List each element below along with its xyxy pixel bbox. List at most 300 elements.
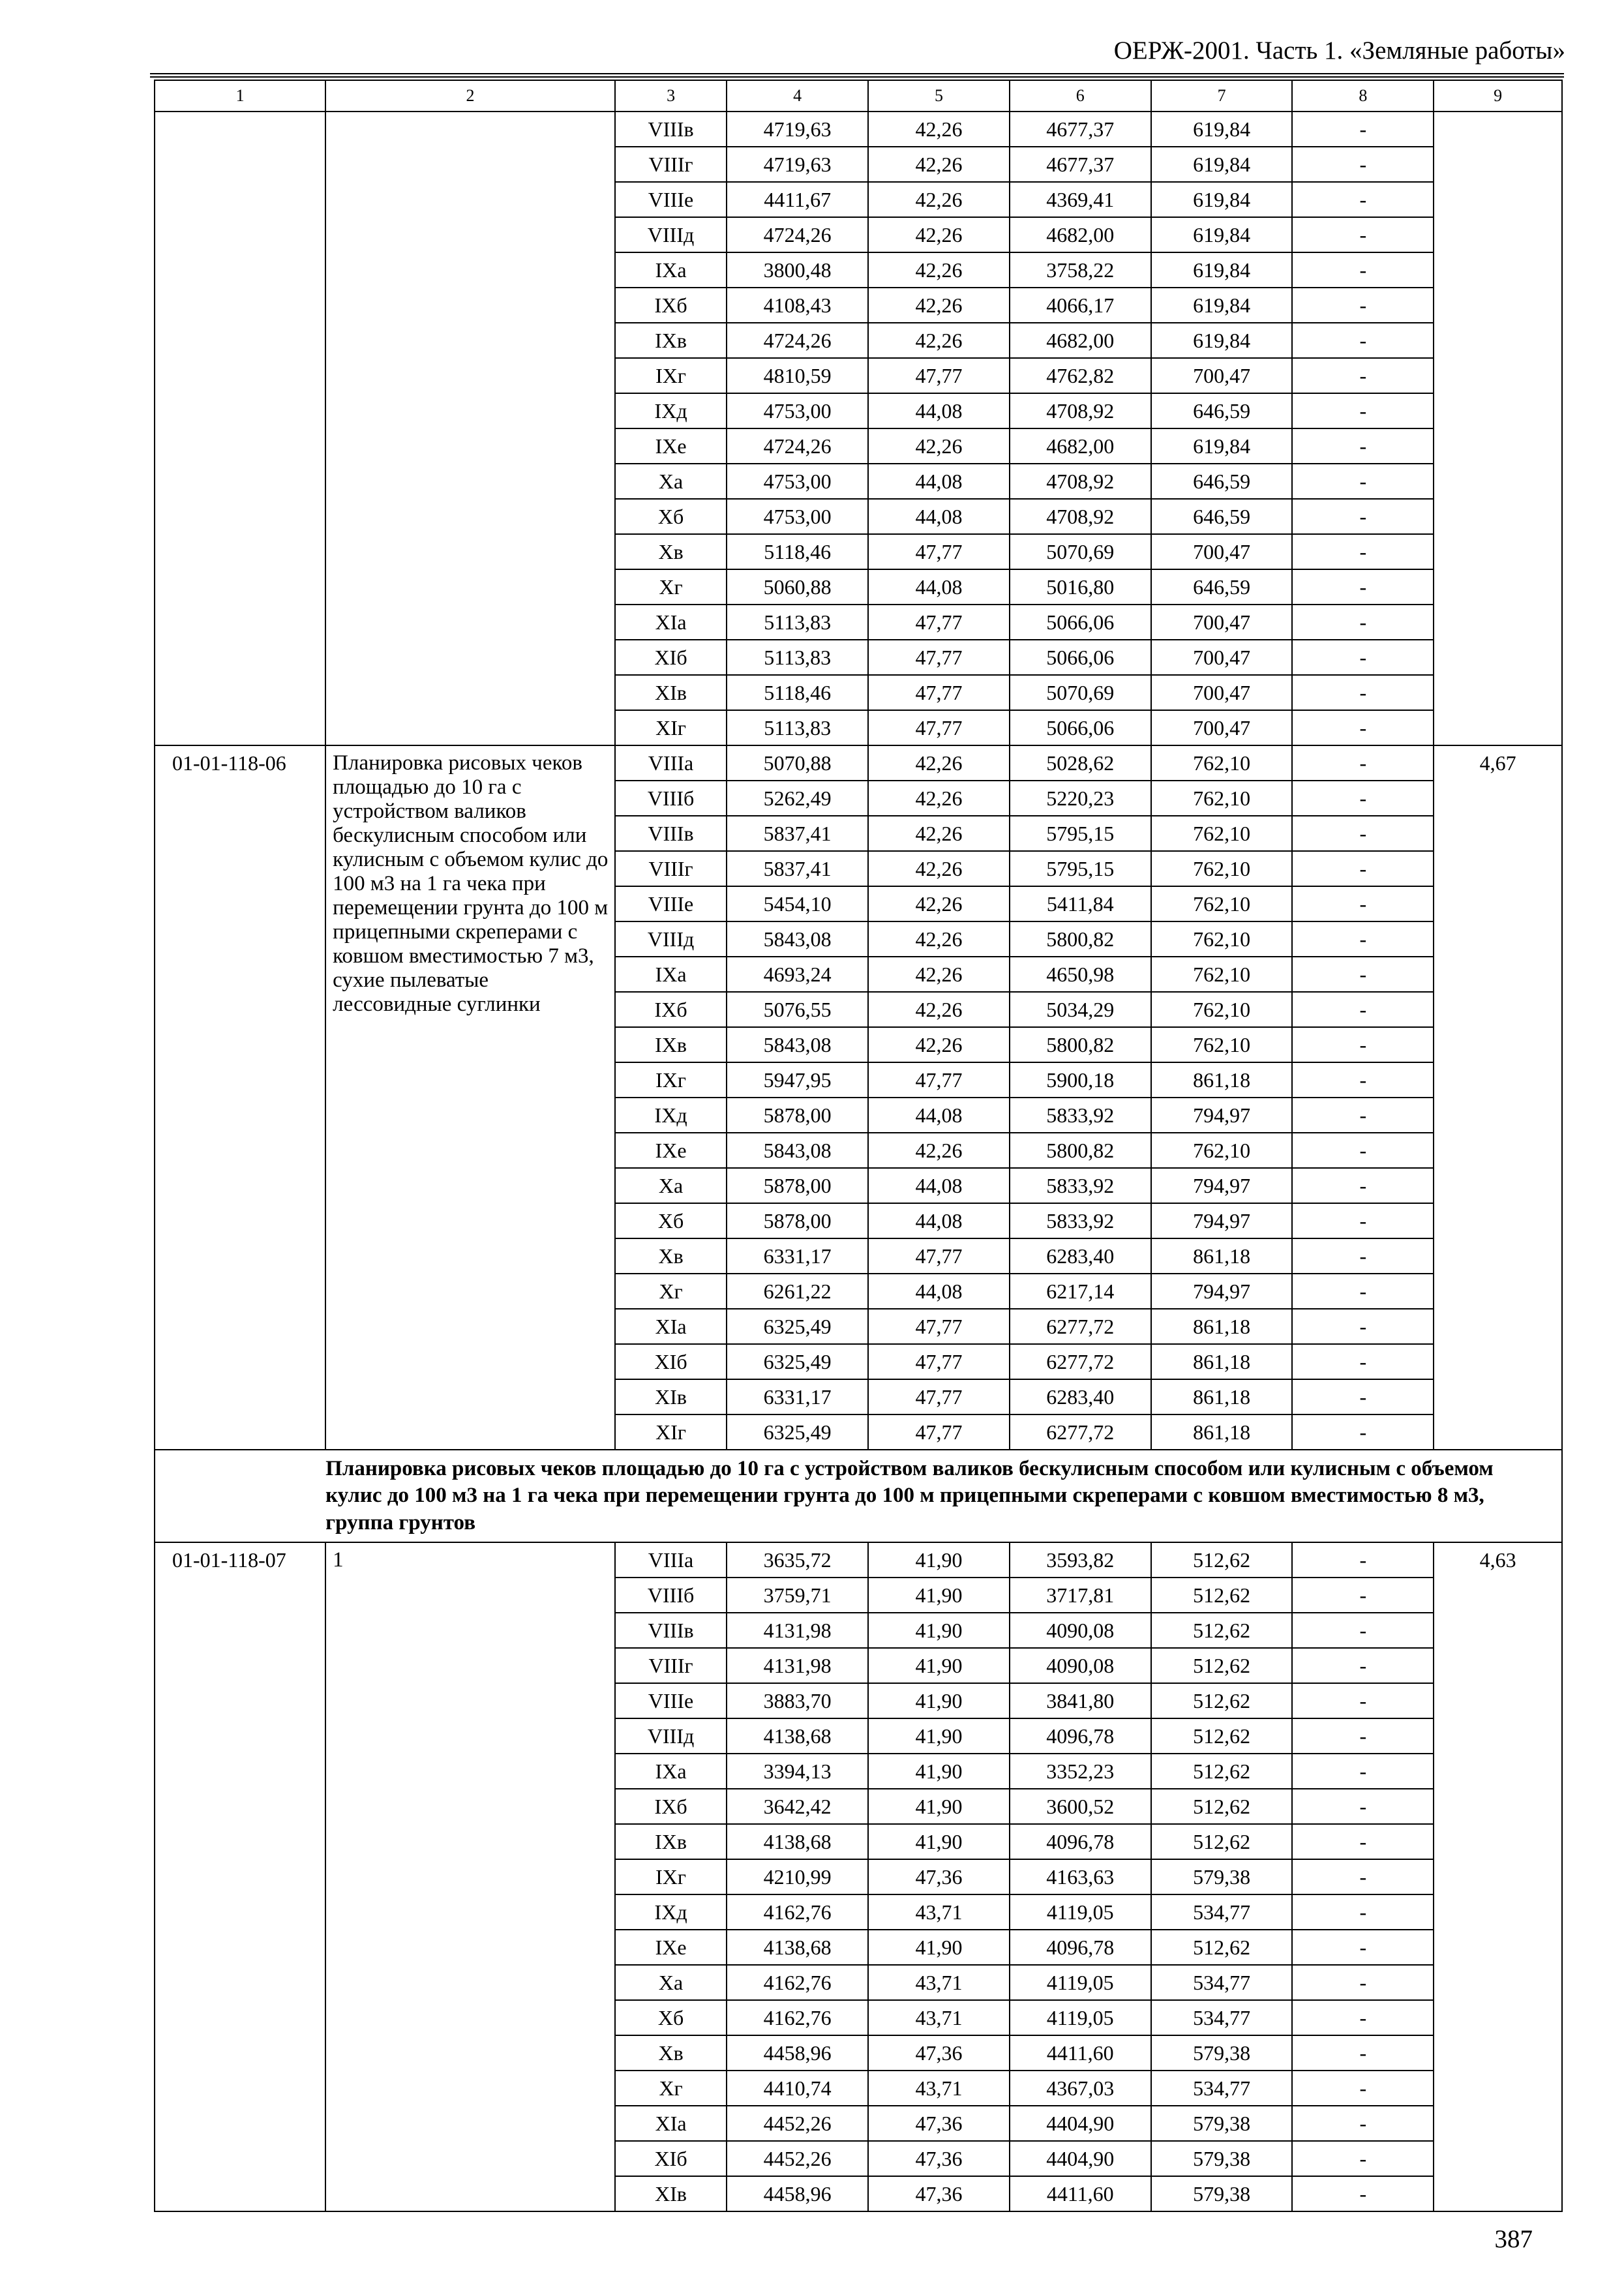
- machinist-wages-cell: 512,62: [1151, 1578, 1293, 1613]
- machinist-wages-cell: 534,77: [1151, 2071, 1293, 2106]
- machinist-wages-cell: 646,59: [1151, 569, 1293, 605]
- materials-cost-cell: -: [1292, 217, 1434, 252]
- materials-cost-cell: -: [1292, 499, 1434, 534]
- wages-cell: 47,77: [868, 605, 1010, 640]
- materials-cost-cell: -: [1292, 1027, 1434, 1062]
- machine-cost-cell: 4762,82: [1010, 358, 1151, 393]
- wages-cell: 47,36: [868, 1859, 1010, 1894]
- total-cost-cell: 4724,26: [727, 428, 868, 464]
- machine-cost-cell: 4708,92: [1010, 464, 1151, 499]
- wages-cell: 41,90: [868, 1718, 1010, 1754]
- machine-cost-cell: 4708,92: [1010, 499, 1151, 534]
- soil-class-cell: Xг: [615, 1274, 727, 1309]
- soil-class-cell: Xв: [615, 2035, 727, 2071]
- machinist-wages-cell: 762,10: [1151, 957, 1293, 992]
- materials-cost-cell: -: [1292, 781, 1434, 816]
- materials-cost-cell: -: [1292, 1578, 1434, 1613]
- soil-class-cell: XIа: [615, 1309, 727, 1344]
- soil-class-cell: VIIIб: [615, 781, 727, 816]
- materials-cost-cell: -: [1292, 1683, 1434, 1718]
- soil-class-cell: IXа: [615, 252, 727, 288]
- total-cost-cell: 5837,41: [727, 851, 868, 886]
- wages-cell: 44,08: [868, 1098, 1010, 1133]
- total-cost-cell: 3394,13: [727, 1754, 868, 1789]
- machine-cost-cell: 3717,81: [1010, 1578, 1151, 1613]
- wages-cell: 42,26: [868, 816, 1010, 851]
- materials-cost-cell: -: [1292, 1613, 1434, 1648]
- rate-code: 01-01-118-06: [155, 745, 325, 1450]
- total-cost-cell: 3642,42: [727, 1789, 868, 1824]
- machinist-wages-cell: 762,10: [1151, 992, 1293, 1027]
- machinist-wages-cell: 619,84: [1151, 323, 1293, 358]
- machinist-wages-cell: 646,59: [1151, 393, 1293, 428]
- machinist-wages-cell: 534,77: [1151, 1894, 1293, 1930]
- machine-cost-cell: 5070,69: [1010, 675, 1151, 710]
- machinist-wages-cell: 619,84: [1151, 252, 1293, 288]
- total-cost-cell: 3759,71: [727, 1578, 868, 1613]
- total-cost-cell: 5843,08: [727, 921, 868, 957]
- materials-cost-cell: -: [1292, 464, 1434, 499]
- total-cost-cell: 4162,76: [727, 1965, 868, 2000]
- soil-class-cell: Xа: [615, 1965, 727, 2000]
- wages-cell: 47,77: [868, 534, 1010, 569]
- soil-class-cell: Xа: [615, 464, 727, 499]
- total-cost-cell: 4724,26: [727, 323, 868, 358]
- soil-class-cell: XIг: [615, 710, 727, 745]
- soil-class-cell: IXг: [615, 358, 727, 393]
- wages-cell: 42,26: [868, 781, 1010, 816]
- machine-cost-cell: 6277,72: [1010, 1344, 1151, 1379]
- machinist-wages-cell: 861,18: [1151, 1414, 1293, 1450]
- wages-cell: 42,26: [868, 992, 1010, 1027]
- machine-cost-cell: 4096,78: [1010, 1824, 1151, 1859]
- wages-cell: 44,08: [868, 464, 1010, 499]
- rate-description: [325, 112, 615, 745]
- materials-cost-cell: -: [1292, 1789, 1434, 1824]
- total-cost-cell: 4138,68: [727, 1930, 868, 1965]
- materials-cost-cell: -: [1292, 992, 1434, 1027]
- machine-cost-cell: 5066,06: [1010, 605, 1151, 640]
- materials-cost-cell: -: [1292, 1274, 1434, 1309]
- total-cost-cell: 6331,17: [727, 1379, 868, 1414]
- total-cost-cell: 6261,22: [727, 1274, 868, 1309]
- materials-cost-cell: -: [1292, 1894, 1434, 1930]
- machine-cost-cell: 5066,06: [1010, 710, 1151, 745]
- wages-cell: 42,26: [868, 147, 1010, 182]
- total-cost-cell: 5843,08: [727, 1027, 868, 1062]
- wages-cell: 47,36: [868, 2106, 1010, 2141]
- soil-class-cell: Xг: [615, 2071, 727, 2106]
- materials-cost-cell: -: [1292, 1824, 1434, 1859]
- wages-cell: 47,77: [868, 675, 1010, 710]
- machinist-wages-cell: 619,84: [1151, 112, 1293, 147]
- machine-cost-cell: 6283,40: [1010, 1238, 1151, 1274]
- machinist-wages-cell: 794,97: [1151, 1274, 1293, 1309]
- machinist-wages-cell: 534,77: [1151, 1965, 1293, 2000]
- machine-cost-cell: 6277,72: [1010, 1309, 1151, 1344]
- machinist-wages-cell: 579,38: [1151, 2176, 1293, 2211]
- materials-cost-cell: -: [1292, 1098, 1434, 1133]
- materials-cost-cell: -: [1292, 1133, 1434, 1168]
- machine-cost-cell: 5833,92: [1010, 1203, 1151, 1238]
- materials-cost-cell: -: [1292, 2035, 1434, 2071]
- wages-cell: 44,08: [868, 1168, 1010, 1203]
- soil-class-cell: VIIIд: [615, 1718, 727, 1754]
- machinist-wages-cell: 619,84: [1151, 147, 1293, 182]
- total-cost-cell: 5113,83: [727, 605, 868, 640]
- materials-cost-cell: -: [1292, 428, 1434, 464]
- materials-cost-cell: -: [1292, 2000, 1434, 2035]
- total-cost-cell: 5837,41: [727, 816, 868, 851]
- wages-cell: 41,90: [868, 1613, 1010, 1648]
- soil-class-cell: VIIIе: [615, 1683, 727, 1718]
- total-cost-cell: 5262,49: [727, 781, 868, 816]
- machine-cost-cell: 4404,90: [1010, 2141, 1151, 2176]
- materials-cost-cell: -: [1292, 1238, 1434, 1274]
- total-cost-cell: 4452,26: [727, 2106, 868, 2141]
- machine-cost-cell: 5795,15: [1010, 816, 1151, 851]
- machine-cost-cell: 6283,40: [1010, 1379, 1151, 1414]
- machinist-wages-cell: 619,84: [1151, 182, 1293, 217]
- materials-cost-cell: -: [1292, 569, 1434, 605]
- materials-cost-cell: -: [1292, 1168, 1434, 1203]
- machine-cost-cell: 4411,60: [1010, 2176, 1151, 2211]
- wages-cell: 41,90: [868, 1930, 1010, 1965]
- table-row: [155, 745, 1562, 781]
- total-cost-cell: 5843,08: [727, 1133, 868, 1168]
- labor-cost-cell: 4,67: [1434, 745, 1562, 1450]
- machinist-wages-cell: 619,84: [1151, 217, 1293, 252]
- total-cost-cell: 4458,96: [727, 2176, 868, 2211]
- machine-cost-cell: 4096,78: [1010, 1930, 1151, 1965]
- soil-class-cell: XIв: [615, 2176, 727, 2211]
- machinist-wages-cell: 619,84: [1151, 288, 1293, 323]
- materials-cost-cell: -: [1292, 816, 1434, 851]
- machine-cost-cell: 4066,17: [1010, 288, 1151, 323]
- soil-class-cell: VIIIг: [615, 1648, 727, 1683]
- machinist-wages-cell: 762,10: [1151, 851, 1293, 886]
- machinist-wages-cell: 512,62: [1151, 1542, 1293, 1578]
- total-cost-cell: 4162,76: [727, 2000, 868, 2035]
- wages-cell: 47,77: [868, 1309, 1010, 1344]
- total-cost-cell: 4162,76: [727, 1894, 868, 1930]
- total-cost-cell: 5060,88: [727, 569, 868, 605]
- soil-class-cell: VIIIв: [615, 816, 727, 851]
- materials-cost-cell: -: [1292, 605, 1434, 640]
- wages-cell: 43,71: [868, 2000, 1010, 2035]
- soil-class-cell: Xб: [615, 499, 727, 534]
- column-number-row: [155, 80, 1562, 112]
- materials-cost-cell: -: [1292, 1754, 1434, 1789]
- machinist-wages-cell: 512,62: [1151, 1613, 1293, 1648]
- soil-class-cell: XIв: [615, 1379, 727, 1414]
- total-cost-cell: 6325,49: [727, 1414, 868, 1450]
- soil-class-cell: IXе: [615, 1930, 727, 1965]
- soil-class-cell: Xб: [615, 1203, 727, 1238]
- header-rule: [150, 73, 1564, 74]
- total-cost-cell: 4753,00: [727, 464, 868, 499]
- wages-cell: 41,90: [868, 1648, 1010, 1683]
- soil-class-cell: IXе: [615, 428, 727, 464]
- machine-cost-cell: 5900,18: [1010, 1062, 1151, 1098]
- total-cost-cell: 5947,95: [727, 1062, 868, 1098]
- soil-class-cell: IXе: [615, 1133, 727, 1168]
- header-rule: [150, 76, 1564, 78]
- wages-cell: 47,36: [868, 2176, 1010, 2211]
- soil-class-cell: Xв: [615, 1238, 727, 1274]
- wages-cell: 42,26: [868, 745, 1010, 781]
- materials-cost-cell: -: [1292, 957, 1434, 992]
- soil-class-cell: XIа: [615, 2106, 727, 2141]
- total-cost-cell: 4458,96: [727, 2035, 868, 2071]
- materials-cost-cell: -: [1292, 1859, 1434, 1894]
- materials-cost-cell: -: [1292, 1965, 1434, 2000]
- wages-cell: 43,71: [868, 2071, 1010, 2106]
- total-cost-cell: 3635,72: [727, 1542, 868, 1578]
- materials-cost-cell: -: [1292, 2176, 1434, 2211]
- wages-cell: 42,26: [868, 1133, 1010, 1168]
- wages-cell: 47,77: [868, 1238, 1010, 1274]
- machinist-wages-cell: 512,62: [1151, 1718, 1293, 1754]
- total-cost-cell: 5113,83: [727, 710, 868, 745]
- machinist-wages-cell: 700,47: [1151, 675, 1293, 710]
- machine-cost-cell: 3841,80: [1010, 1683, 1151, 1718]
- soil-class-cell: VIIIе: [615, 182, 727, 217]
- total-cost-cell: 6325,49: [727, 1309, 868, 1344]
- machine-cost-cell: 4369,41: [1010, 182, 1151, 217]
- machinist-wages-cell: 579,38: [1151, 2141, 1293, 2176]
- machine-cost-cell: 4682,00: [1010, 323, 1151, 358]
- rate-code: [155, 112, 325, 745]
- materials-cost-cell: -: [1292, 710, 1434, 745]
- machinist-wages-cell: 619,84: [1151, 428, 1293, 464]
- page-number: 387: [1494, 2225, 1533, 2253]
- total-cost-cell: 4138,68: [727, 1718, 868, 1754]
- rate-description: Планировка рисовых чеков площадью до 10 га с устройством валиков бескулисным способом или кулисным с объемом кулис до 100 м3 на 1 га чека при перемещении грунта до 100 м прицепными скреперами с ковшом вместимостью 7 м3, сухие пылеватые лессовидные суглинки: [325, 745, 615, 1450]
- machine-cost-cell: 4650,98: [1010, 957, 1151, 992]
- total-cost-cell: 4108,43: [727, 288, 868, 323]
- wages-cell: 42,26: [868, 112, 1010, 147]
- wages-cell: 44,08: [868, 499, 1010, 534]
- materials-cost-cell: -: [1292, 252, 1434, 288]
- machinist-wages-cell: 794,97: [1151, 1203, 1293, 1238]
- machine-cost-cell: 4682,00: [1010, 217, 1151, 252]
- soil-class-cell: IXв: [615, 1027, 727, 1062]
- machine-cost-cell: 5066,06: [1010, 640, 1151, 675]
- wages-cell: 41,90: [868, 1789, 1010, 1824]
- column-number: 9: [1434, 80, 1562, 112]
- soil-class-cell: IXг: [615, 1859, 727, 1894]
- wages-cell: 44,08: [868, 1203, 1010, 1238]
- total-cost-cell: 5070,88: [727, 745, 868, 781]
- machine-cost-cell: 3758,22: [1010, 252, 1151, 288]
- soil-class-cell: IXд: [615, 1098, 727, 1133]
- soil-class-cell: VIIIв: [615, 112, 727, 147]
- column-number: 4: [727, 80, 868, 112]
- machinist-wages-cell: 794,97: [1151, 1168, 1293, 1203]
- soil-class-cell: VIIIд: [615, 217, 727, 252]
- machine-cost-cell: 4708,92: [1010, 393, 1151, 428]
- machinist-wages-cell: 512,62: [1151, 1824, 1293, 1859]
- wages-cell: 42,26: [868, 323, 1010, 358]
- total-cost-cell: 4724,26: [727, 217, 868, 252]
- machinist-wages-cell: 534,77: [1151, 2000, 1293, 2035]
- wages-cell: 42,26: [868, 288, 1010, 323]
- machinist-wages-cell: 700,47: [1151, 534, 1293, 569]
- total-cost-cell: 4753,00: [727, 393, 868, 428]
- machine-cost-cell: 4411,60: [1010, 2035, 1151, 2071]
- soil-class-cell: XIг: [615, 1414, 727, 1450]
- machine-cost-cell: 3352,23: [1010, 1754, 1151, 1789]
- wages-cell: 47,77: [868, 710, 1010, 745]
- soil-class-cell: IXб: [615, 288, 727, 323]
- machine-cost-cell: 4367,03: [1010, 2071, 1151, 2106]
- machinist-wages-cell: 646,59: [1151, 464, 1293, 499]
- column-number: 2: [325, 80, 615, 112]
- wages-cell: 44,08: [868, 393, 1010, 428]
- total-cost-cell: 4693,24: [727, 957, 868, 992]
- wages-cell: 41,90: [868, 1542, 1010, 1578]
- soil-class-cell: IXб: [615, 1789, 727, 1824]
- total-cost-cell: 4452,26: [727, 2141, 868, 2176]
- column-number: 5: [868, 80, 1010, 112]
- soil-class-cell: VIIIб: [615, 1578, 727, 1613]
- materials-cost-cell: -: [1292, 745, 1434, 781]
- machinist-wages-cell: 861,18: [1151, 1309, 1293, 1344]
- machinist-wages-cell: 700,47: [1151, 710, 1293, 745]
- wages-cell: 41,90: [868, 1754, 1010, 1789]
- soil-class-cell: XIб: [615, 1344, 727, 1379]
- materials-cost-cell: -: [1292, 1718, 1434, 1754]
- wages-cell: 47,77: [868, 358, 1010, 393]
- soil-class-cell: VIIIа: [615, 745, 727, 781]
- total-cost-cell: 5118,46: [727, 675, 868, 710]
- soil-class-cell: IXв: [615, 1824, 727, 1859]
- materials-cost-cell: -: [1292, 886, 1434, 921]
- machinist-wages-cell: 512,62: [1151, 1648, 1293, 1683]
- materials-cost-cell: -: [1292, 182, 1434, 217]
- total-cost-cell: 6325,49: [727, 1344, 868, 1379]
- machine-cost-cell: 5220,23: [1010, 781, 1151, 816]
- machine-cost-cell: 5028,62: [1010, 745, 1151, 781]
- machinist-wages-cell: 861,18: [1151, 1062, 1293, 1098]
- soil-class-cell: VIIIа: [615, 1542, 727, 1578]
- total-cost-cell: 4210,99: [727, 1859, 868, 1894]
- soil-class-cell: XIв: [615, 675, 727, 710]
- soil-class-cell: IXд: [615, 393, 727, 428]
- wages-cell: 47,77: [868, 1062, 1010, 1098]
- total-cost-cell: 5878,00: [727, 1203, 868, 1238]
- materials-cost-cell: -: [1292, 1414, 1434, 1450]
- wages-cell: 42,26: [868, 886, 1010, 921]
- wages-cell: 47,36: [868, 2141, 1010, 2176]
- wages-cell: 42,26: [868, 851, 1010, 886]
- soil-class-cell: VIIIв: [615, 1613, 727, 1648]
- machinist-wages-cell: 700,47: [1151, 640, 1293, 675]
- machine-cost-cell: 5800,82: [1010, 1133, 1151, 1168]
- labor-cost-cell: 4,63: [1434, 1542, 1562, 2211]
- wages-cell: 43,71: [868, 1894, 1010, 1930]
- materials-cost-cell: -: [1292, 1930, 1434, 1965]
- materials-cost-cell: -: [1292, 393, 1434, 428]
- machinist-wages-cell: 762,10: [1151, 1133, 1293, 1168]
- soil-class-cell: Xв: [615, 534, 727, 569]
- table-row: [155, 112, 1562, 147]
- soil-class-cell: IXб: [615, 992, 727, 1027]
- soil-class-cell: IXд: [615, 1894, 727, 1930]
- soil-class-cell: XIа: [615, 605, 727, 640]
- wages-cell: 47,77: [868, 1344, 1010, 1379]
- soil-class-cell: IXг: [615, 1062, 727, 1098]
- materials-cost-cell: -: [1292, 1542, 1434, 1578]
- wages-cell: 47,77: [868, 1379, 1010, 1414]
- wages-cell: 44,08: [868, 1274, 1010, 1309]
- total-cost-cell: 4810,59: [727, 358, 868, 393]
- total-cost-cell: 5076,55: [727, 992, 868, 1027]
- total-cost-cell: 4719,63: [727, 112, 868, 147]
- machinist-wages-cell: 512,62: [1151, 1683, 1293, 1718]
- section-header-row: [155, 1450, 1562, 1542]
- rate-code: 01-01-118-07: [155, 1542, 325, 2211]
- machine-cost-cell: 4119,05: [1010, 2000, 1151, 2035]
- machinist-wages-cell: 762,10: [1151, 921, 1293, 957]
- machine-cost-cell: 5800,82: [1010, 921, 1151, 957]
- wages-cell: 41,90: [868, 1578, 1010, 1613]
- soil-class-cell: XIб: [615, 640, 727, 675]
- soil-class-cell: IXа: [615, 1754, 727, 1789]
- machinist-wages-cell: 512,62: [1151, 1930, 1293, 1965]
- total-cost-cell: 4138,68: [727, 1824, 868, 1859]
- machine-cost-cell: 5070,69: [1010, 534, 1151, 569]
- materials-cost-cell: -: [1292, 2141, 1434, 2176]
- machine-cost-cell: 4119,05: [1010, 1965, 1151, 2000]
- wages-cell: 41,90: [868, 1824, 1010, 1859]
- materials-cost-cell: -: [1292, 147, 1434, 182]
- materials-cost-cell: -: [1292, 675, 1434, 710]
- section-header: Планировка рисовых чеков площадью до 10 га с устройством валиков бескулисным способом или кулисным с объемом кулис до 100 м3 на 1 га чека при перемещении грунта до 100 м прицепными скреперами с ковшом вместимостью 8 м3, группа грунтов: [325, 1450, 1562, 1542]
- wages-cell: 47,36: [868, 2035, 1010, 2071]
- materials-cost-cell: -: [1292, 2106, 1434, 2141]
- wages-cell: 42,26: [868, 217, 1010, 252]
- machinist-wages-cell: 762,10: [1151, 1027, 1293, 1062]
- total-cost-cell: 6331,17: [727, 1238, 868, 1274]
- machinist-wages-cell: 762,10: [1151, 816, 1293, 851]
- machine-cost-cell: 4090,08: [1010, 1613, 1151, 1648]
- column-number: 6: [1010, 80, 1151, 112]
- machine-cost-cell: 4096,78: [1010, 1718, 1151, 1754]
- wages-cell: 41,90: [868, 1683, 1010, 1718]
- materials-cost-cell: -: [1292, 640, 1434, 675]
- soil-class-cell: VIIIг: [615, 147, 727, 182]
- machinist-wages-cell: 646,59: [1151, 499, 1293, 534]
- total-cost-cell: 4131,98: [727, 1648, 868, 1683]
- column-number: 3: [615, 80, 727, 112]
- machinist-wages-cell: 762,10: [1151, 781, 1293, 816]
- machine-cost-cell: 5800,82: [1010, 1027, 1151, 1062]
- materials-cost-cell: -: [1292, 288, 1434, 323]
- machinist-wages-cell: 794,97: [1151, 1098, 1293, 1133]
- soil-class-cell: VIIIд: [615, 921, 727, 957]
- soil-class-cell: XIб: [615, 2141, 727, 2176]
- wages-cell: 42,26: [868, 428, 1010, 464]
- materials-cost-cell: -: [1292, 921, 1434, 957]
- total-cost-cell: 5454,10: [727, 886, 868, 921]
- materials-cost-cell: -: [1292, 1203, 1434, 1238]
- total-cost-cell: 3883,70: [727, 1683, 868, 1718]
- total-cost-cell: 5878,00: [727, 1098, 868, 1133]
- machine-cost-cell: 4163,63: [1010, 1859, 1151, 1894]
- materials-cost-cell: -: [1292, 1344, 1434, 1379]
